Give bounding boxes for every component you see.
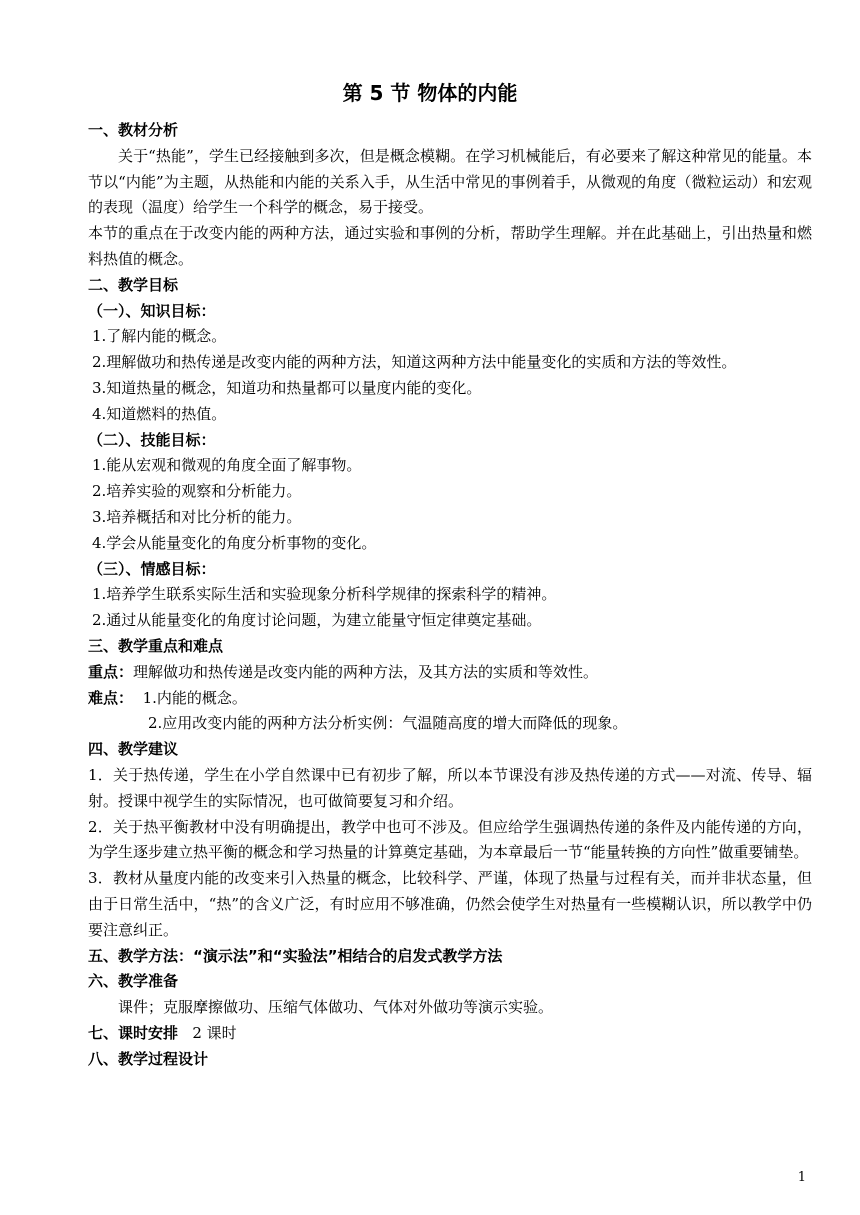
key-point-label: 重点： [88,662,134,681]
document-body [88,118,812,1072]
subsection-heading: （二）、技能目标： [88,430,216,449]
paragraph: 3．教材从量度内能的改变来引入热量的概念，比较科学、严谨，体现了热量与过程有关，而并非状态量，但由于日常生活中，“热”的含义广泛，有时应用不够准确，仍然会使学生对热量有一些模糊认识，所以教学中仍要注意纠正。 [88,869,812,939]
list-item: 1.能从宏观和微观的角度全面了解事物。 [92,456,362,475]
list-item: 4.知道燃料的热值。 [92,404,227,423]
list-item: 4.学会从能量变化的角度分析事物的变化。 [92,533,377,552]
paragraph: 本节的重点在于改变内能的两种方法，通过实验和事例的分析，帮助学生理解。并在此基础上，引出热量和燃料热值的概念。 [88,224,812,268]
list-item: 3.知道热量的概念，知道功和热量都可以量度内能的变化。 [92,378,482,397]
section-heading-3: 三、教学重点和难点 [88,636,224,655]
difficulty-text: 2.应用改变内能的两种方法分析实例：气温随高度的增大而降低的现象。 [148,714,628,733]
section-heading-5: 五、教学方法：“演示法”和“实验法”相结合的启发式教学方法 [88,946,503,965]
page-title: 第 5 节 物体的内能 [342,81,518,105]
section-heading-6: 六、教学准备 [88,972,179,991]
subsection-heading: （一）、知识目标： [88,301,216,320]
difficulty-text: 1.内能的概念。 [142,688,247,707]
list-item: 3.培养概括和对比分析的能力。 [92,507,302,526]
list-item: 1.了解内能的概念。 [92,327,227,346]
subsection-heading: （三）、情感目标： [88,559,216,578]
section-heading-8: 八、教学过程设计 [88,1049,209,1068]
section-heading-4: 四、教学建议 [88,740,179,759]
difficulty-label: 难点： [88,688,134,707]
schedule-line [88,1021,812,1047]
paragraph: 关于“热能”，学生已经接触到多次，但是概念模糊。在学习机械能后，有必要来了解这种常见的能量。本节以“内能”为主题，从热能和内能的关系入手，从生活中常见的事例着手，从微观的角度（微粒运动）和宏观的表现（温度）给学生一个科学的概念，易于接受。 [88,146,812,217]
section-heading-7: 七、课时安排 [88,1023,179,1042]
page-number: 1 [797,1170,806,1185]
list-item: 2.培养实验的观察和分析能力。 [92,482,302,501]
list-item: 1.培养学生联系实际生活和实验现象分析科学规律的探索科学的精神。 [92,585,557,604]
section-heading-1: 一、教材分析 [88,121,179,139]
key-point-text: 理解做功和热传递是改变内能的两种方法，及其方法的实质和等效性。 [133,662,599,681]
section-heading-2: 二、教学目标 [88,275,179,294]
key-point [88,660,812,686]
schedule-value: 2 课时 [192,1023,237,1042]
list-item: 2.理解做功和热传递是改变内能的两种方法，知道这两种方法中能量变化的实质和方法的等效性。 [92,353,737,372]
paragraph: 课件；克服摩擦做功、压缩气体做功、气体对外做功等演示实验。 [118,998,554,1017]
paragraph: 1．关于热传递，学生在小学自然课中已有初步了解，所以本节课没有涉及热传递的方式——对流、传导、辐射。授课中视学生的实际情况，也可做简要复习和介绍。 [88,765,812,810]
difficulty-point [88,686,812,712]
paragraph: 2．关于热平衡教材中没有明确提出，教学中也可不涉及。但应给学生强调热传递的条件及内能传递的方向，为学生逐步建立热平衡的概念和学习热量的计算奠定基础，为本章最后一节“能量转换的方向性”做重要铺垫。 [88,817,812,862]
list-item: 2.通过从能量变化的角度讨论问题，为建立能量守恒定律奠定基础。 [92,611,542,630]
